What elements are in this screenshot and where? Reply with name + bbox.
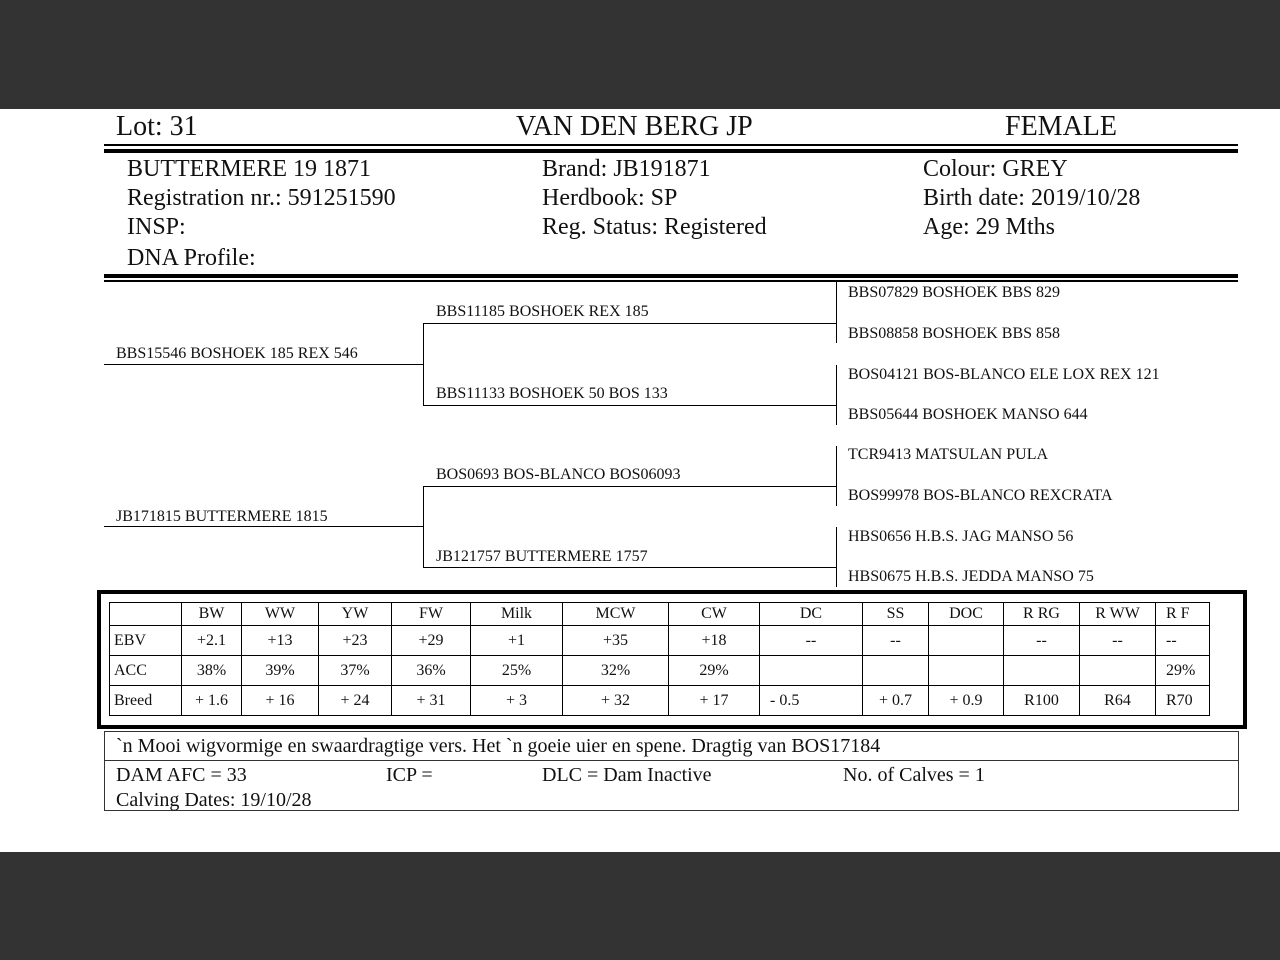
header-cell: FW xyxy=(392,603,471,626)
header-cell: DOC xyxy=(929,603,1004,626)
table-cell: +18 xyxy=(669,626,760,656)
breed-row xyxy=(110,686,1210,716)
table-cell: R70 xyxy=(1156,686,1210,716)
table-cell: +29 xyxy=(392,626,471,656)
pedigree-ssd: BBS08858 BOSHOEK BBS 858 xyxy=(848,325,1061,342)
ebv-row xyxy=(110,626,1210,656)
header-cell xyxy=(110,603,182,626)
acc-row xyxy=(110,656,1210,686)
dna-profile: DNA Profile: xyxy=(127,245,256,271)
ss-bracket xyxy=(836,281,837,343)
row-label: Breed xyxy=(110,686,182,716)
insp-label: INSP: xyxy=(127,214,186,240)
ds-line xyxy=(423,486,836,487)
table-cell: -- xyxy=(1156,626,1210,656)
header-cell: WW xyxy=(242,603,319,626)
info-rule-thin xyxy=(104,280,1238,282)
table-cell: 29% xyxy=(1156,656,1210,686)
age: Age: 29 Mths xyxy=(923,214,1055,240)
table-cell xyxy=(863,656,929,686)
header-cell: DC xyxy=(760,603,863,626)
table-cell: +35 xyxy=(563,626,669,656)
header-cell: SS xyxy=(863,603,929,626)
pedigree-sire-sire: BBS11185 BOSHOEK REX 185 xyxy=(436,303,649,320)
header-cell: CW xyxy=(669,603,760,626)
reg-status: Reg. Status: Registered xyxy=(542,214,767,240)
table-cell: +2.1 xyxy=(182,626,242,656)
pedigree-sire: BBS15546 BOSHOEK 185 REX 546 xyxy=(116,345,358,362)
header-rule-thick xyxy=(104,149,1238,153)
registration-number: Registration nr.: 591251590 xyxy=(127,185,396,211)
pedigree-sss: BBS07829 BOSHOEK BBS 829 xyxy=(848,284,1061,301)
table-cell: 29% xyxy=(669,656,760,686)
pedigree-dss: TCR9413 MATSULAN PULA xyxy=(848,446,1049,463)
table-cell: -- xyxy=(760,626,863,656)
ebv-header-row xyxy=(110,603,1210,626)
catalog-page xyxy=(0,109,1280,852)
brand: Brand: JB191871 xyxy=(542,156,711,182)
header-rule-thin xyxy=(104,144,1238,146)
sire-line xyxy=(104,364,423,365)
ebv-table xyxy=(109,602,1210,716)
table-cell xyxy=(929,626,1004,656)
herdbook: Herdbook: SP xyxy=(542,185,678,211)
table-cell xyxy=(1004,656,1080,686)
pedigree-sds: BOS04121 BOS-BLANCO ELE LOX REX 121 xyxy=(848,366,1160,383)
sd-line xyxy=(423,405,836,406)
info-rule-thick xyxy=(104,274,1238,278)
pedigree-sire-dam: BBS11133 BOSHOEK 50 BOS 133 xyxy=(436,385,668,402)
table-cell: 39% xyxy=(242,656,319,686)
header-cell: BW xyxy=(182,603,242,626)
sex-label: FEMALE xyxy=(1005,111,1117,142)
ebv-table-frame xyxy=(97,590,1247,729)
header-cell: YW xyxy=(319,603,392,626)
table-cell: +1 xyxy=(471,626,563,656)
colour: Colour: GREY xyxy=(923,156,1068,182)
table-cell: + 31 xyxy=(392,686,471,716)
dam-line xyxy=(104,526,423,527)
table-cell: + 24 xyxy=(319,686,392,716)
icp: ICP = xyxy=(386,764,433,786)
dam-afc: DAM AFC = 33 xyxy=(116,764,247,786)
header-cell: R F xyxy=(1156,603,1210,626)
table-cell: + 16 xyxy=(242,686,319,716)
pedigree-ddd: HBS0675 H.B.S. JEDDA MANSO 75 xyxy=(848,568,1094,585)
table-cell: +23 xyxy=(319,626,392,656)
pedigree-sdd: BBS05644 BOSHOEK MANSO 644 xyxy=(848,406,1088,423)
calving-dates: Calving Dates: 19/10/28 xyxy=(116,789,312,811)
table-cell xyxy=(929,656,1004,686)
table-cell: + 3 xyxy=(471,686,563,716)
notes-box xyxy=(104,731,1239,811)
header-cell: R RG xyxy=(1004,603,1080,626)
comment-text: `n Mooi wigvormige en swaardragtige vers. Het `n goeie uier en spene. Dragtig van BOS17184 xyxy=(116,735,881,757)
header-cell: MCW xyxy=(563,603,669,626)
table-cell: -- xyxy=(863,626,929,656)
table-cell: + 17 xyxy=(669,686,760,716)
table-cell: R64 xyxy=(1080,686,1156,716)
dlc: DLC = Dam Inactive xyxy=(542,764,712,786)
row-label: EBV xyxy=(110,626,182,656)
table-cell xyxy=(1080,656,1156,686)
table-cell: 37% xyxy=(319,656,392,686)
pedigree-dds: HBS0656 H.B.S. JAG MANSO 56 xyxy=(848,528,1074,545)
dd-bracket xyxy=(836,527,837,587)
animal-name: BUTTERMERE 19 1871 xyxy=(127,156,371,182)
dd-line xyxy=(423,567,836,568)
table-cell: + 0.9 xyxy=(929,686,1004,716)
table-cell: +13 xyxy=(242,626,319,656)
ds-bracket xyxy=(836,446,837,506)
table-cell xyxy=(760,656,863,686)
table-cell: 32% xyxy=(563,656,669,686)
table-cell: + 0.7 xyxy=(863,686,929,716)
sd-bracket xyxy=(836,365,837,425)
table-cell: 25% xyxy=(471,656,563,686)
table-cell: R100 xyxy=(1004,686,1080,716)
pedigree-dam-dam: JB121757 BUTTERMERE 1757 xyxy=(436,548,648,565)
row-label: ACC xyxy=(110,656,182,686)
pedigree-dam-sire: BOS0693 BOS-BLANCO BOS06093 xyxy=(436,466,681,483)
table-cell: -- xyxy=(1004,626,1080,656)
table-cell: 36% xyxy=(392,656,471,686)
notes-divider xyxy=(105,760,1238,761)
pedigree-dam: JB171815 BUTTERMERE 1815 xyxy=(116,508,328,525)
ss-line xyxy=(423,323,836,324)
sire-bracket xyxy=(423,323,424,405)
seller-name: VAN DEN BERG JP xyxy=(516,111,753,142)
table-cell: - 0.5 xyxy=(760,686,863,716)
table-cell: -- xyxy=(1080,626,1156,656)
table-cell: 38% xyxy=(182,656,242,686)
header-cell: Milk xyxy=(471,603,563,626)
lot-number: Lot: 31 xyxy=(116,111,198,142)
header-cell: R WW xyxy=(1080,603,1156,626)
table-cell: + 1.6 xyxy=(182,686,242,716)
pedigree-dsd: BOS99978 BOS-BLANCO REXCRATA xyxy=(848,487,1113,504)
dam-bracket xyxy=(423,486,424,567)
calves-count: No. of Calves = 1 xyxy=(843,764,985,786)
table-cell: + 32 xyxy=(563,686,669,716)
birth-date: Birth date: 2019/10/28 xyxy=(923,185,1141,211)
